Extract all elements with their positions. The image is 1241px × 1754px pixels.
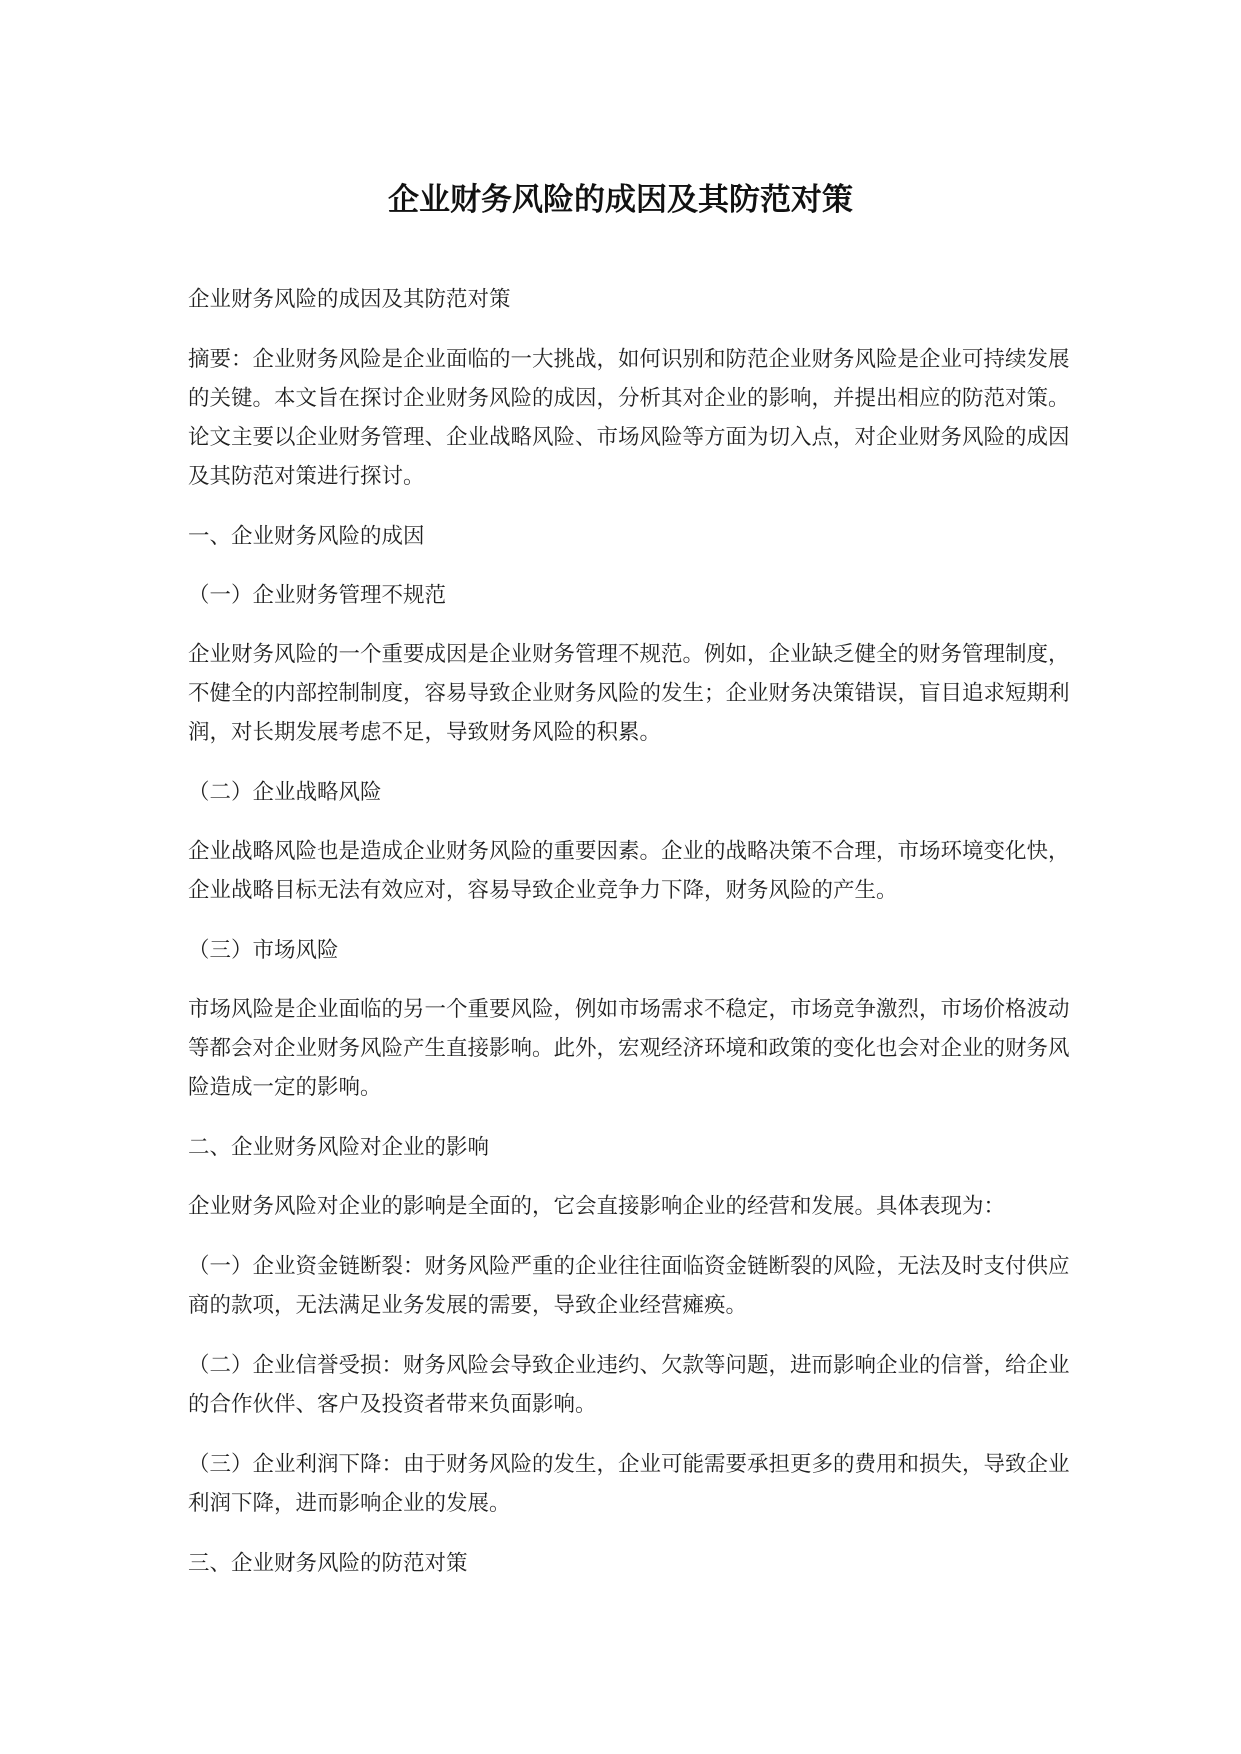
section-heading-3: 三、企业财务风险的防范对策 (188, 1551, 468, 1576)
paragraph-1-3: 市场风险是企业面临的另一个重要风险，例如市场需求不稳定，市场竞争激烈，市场价格波动等都会对企业财务风险产生直接影响。此外，宏观经济环境和政策的变化也会对企业的财务风险造成一定的影响。 (188, 997, 1070, 1100)
subsection-heading-1-3: （三）市场风险 (188, 938, 339, 963)
paragraph-abstract: 摘要：企业财务风险是企业面临的一大挑战，如何识别和防范企业财务风险是企业可持续发展的关键。本文旨在探讨企业财务风险的成因，分析其对企业的影响，并提出相应的防范对策。论文主要以企业财务管理、企业战略风险、市场风险等方面为切入点，对企业财务风险的成因及其防范对策进行探讨。 (188, 347, 1070, 489)
section-heading-2: 二、企业财务风险对企业的影响 (188, 1135, 490, 1160)
paragraph-1-1: 企业财务风险的一个重要成因是企业财务管理不规范。例如，企业缺乏健全的财务管理制度，不健全的内部控制制度，容易导致企业财务风险的发生；企业财务决策错误，盲目追求短期利润，对长期发展考虑不足，导致财务风险的积累。 (188, 642, 1070, 745)
paragraph-2-1: （一）企业资金链断裂：财务风险严重的企业往往面临资金链断裂的风险，无法及时支付供应商的款项，无法满足业务发展的需要，导致企业经营瘫痪。 (188, 1254, 1070, 1318)
section-heading-1: 一、企业财务风险的成因 (188, 524, 425, 549)
page-title: 企业财务风险的成因及其防范对策 (388, 182, 853, 218)
paragraph-2-intro: 企业财务风险对企业的影响是全面的，它会直接影响企业的经营和发展。具体表现为： (188, 1194, 1006, 1219)
paragraph-2-2: （二）企业信誉受损：财务风险会导致企业违约、欠款等问题，进而影响企业的信誉，给企业的合作伙伴、客户及投资者带来负面影响。 (188, 1353, 1070, 1417)
document-body (188, 280, 1088, 1603)
subsection-heading-1-1: （一）企业财务管理不规范 (188, 583, 447, 608)
paragraph-2-3: （三）企业利润下降：由于财务风险的发生，企业可能需要承担更多的费用和损失，导致企业利润下降，进而影响企业的发展。 (188, 1452, 1070, 1516)
paragraph-subtitle: 企业财务风险的成因及其防范对策 (188, 287, 511, 312)
paragraph-1-2: 企业战略风险也是造成企业财务风险的重要因素。企业的战略决策不合理，市场环境变化快，企业战略目标无法有效应对，容易导致企业竞争力下降，财务风险的产生。 (188, 839, 1070, 903)
subsection-heading-1-2: （二）企业战略风险 (188, 780, 382, 805)
